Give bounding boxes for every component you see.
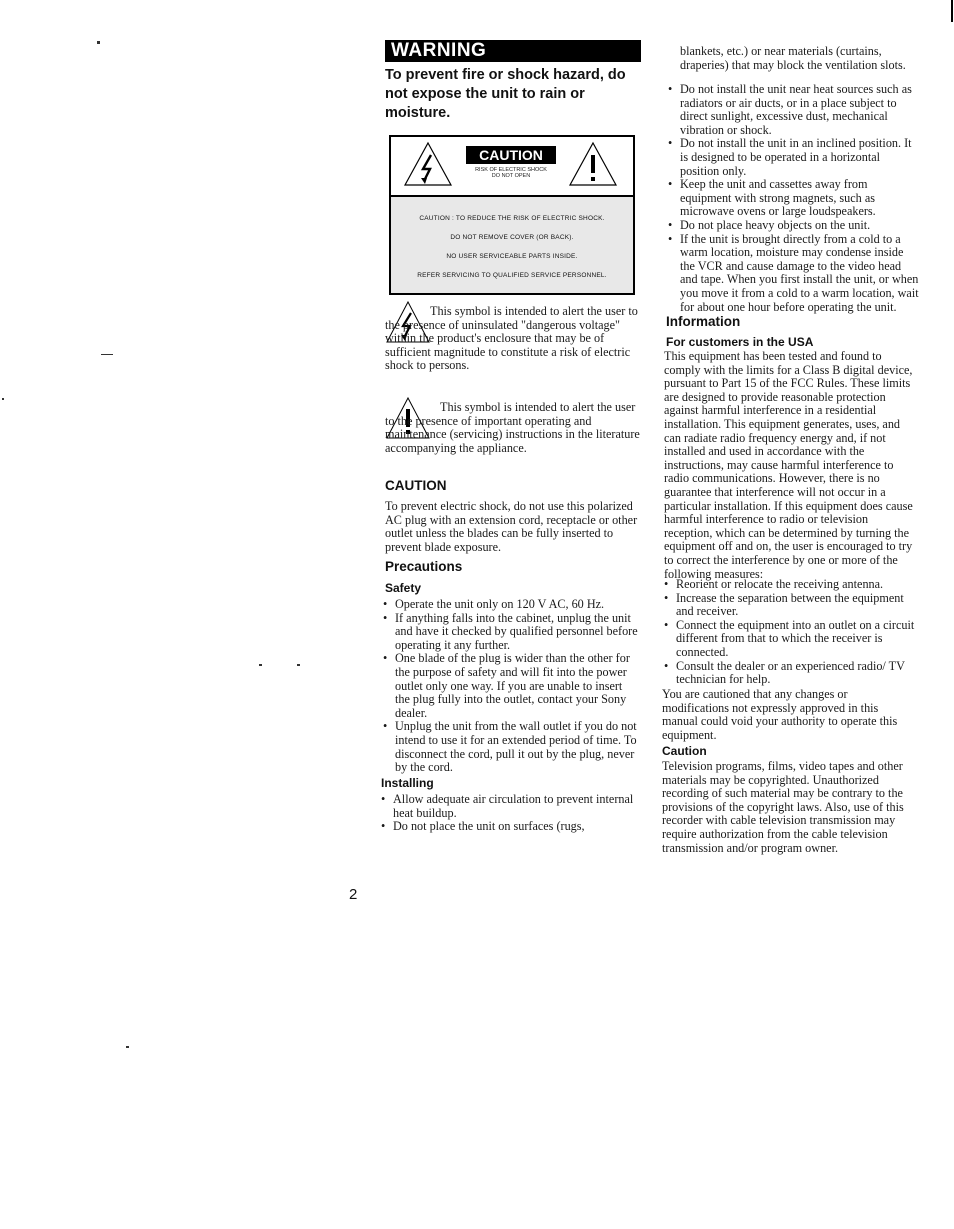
list-item: • Keep the unit and cassettes away from equipment with strong magnets, such as microwave ovens or large loudspeakers. [668,178,920,219]
list-item: • Do not install the unit in an inclined position. It is designed to be operated in a horizontal position only. [668,137,920,178]
caution-label-box [389,135,635,295]
list-item: • Do not place the unit on surfaces (rugs, [381,820,636,834]
instructions-symbol-description: This symbol is intended to alert the user to the presence of important operating and maintenance (servicing) instructions in the literature accompanying the appliance. [385,400,640,455]
list-item: • If the unit is brought directly from a cold to a warm location, moisture may condense inside the VCR and cause damage to the video head and tape. When you first install the unit, or when you move it from a cold to a warm location, wait for about one hour before operating the unit. [668,233,920,315]
warning-heading: To prevent fire or shock hazard, do not expose the unit to rain or moisture. [385,67,626,121]
information-heading: Information [666,314,741,329]
list-item: • Do not install the unit near heat sources such as radiators or air ducts, or in a place subject to direct sunlight, excessive dust, mechanical vibration or shock. [668,83,920,137]
caution-heading: CAUTION [385,478,447,493]
usa-text: This equipment has been tested and found to comply with the limits for a Class B digital device, pursuant to Part 15 of the FCC Rules. These limits are designed to provide reasonable protection against harmful interference in a residential installation. This equipment generates, uses, and can radiate radio frequency energy and, if not installed and used in accordance with the instructions, may cause harmful interference to radio communications. However, there is no guarantee that interference will not occur in a particular installation. If this equipment does cause harmful interference to radio or television reception, which can be determined by turning the equipment off and on, the user is encouraged to try to correct the interference by one or more of the following measures: [664,349,913,581]
installing-continued-list [668,83,920,314]
caution-risk-line-1: RISK OF ELECTRIC SHOCK [475,167,547,173]
copyright-caution-text: Television programs, films, video tapes and other materials may be copyrighted. Unauthorized recording of such material may be contrary to the provisions of the copyright laws. Also, use of this recorder with cable television transmission may require authorization from the cable television transmission and/or program owner. [662,759,904,855]
voltage-symbol-description: This symbol is intended to alert the user to the presence of uninsulated "dangerous voltage" within the product's enclosure that may be of sufficient magnitude to constitute a risk of electric shock to persons. [385,304,638,373]
caution-label-line-1: CAUTION : TO REDUCE THE RISK OF ELECTRIC SHOCK. [419,215,605,222]
scan-speck [2,398,4,400]
scan-edge-mark [951,0,953,22]
list-item: • Unplug the unit from the wall outlet if you do not intend to use it for an extended period of time. To disconnect the cord, pull it out by the plug, never by the cord. [383,720,638,774]
list-item: • Increase the separation between the equipment and receiver. [664,592,916,619]
safety-list [383,598,638,775]
installing-continued-text: blankets, etc.) or near materials (curtains, draperies) that may block the ventilation slots. [680,44,906,72]
list-item: • Do not place heavy objects on the unit. [668,219,920,233]
caution-title-bar [466,146,556,164]
caution-label-line-4: REFER SERVICING TO QUALIFIED SERVICE PERSONNEL. [417,272,607,279]
caution-label-top [391,137,633,193]
installing-list [381,793,636,834]
usa-heading: For customers in the USA [666,335,814,349]
scan-speck [97,41,100,44]
caution-label-line-2: DO NOT REMOVE COVER (OR BACK). [450,234,574,241]
list-item: • Connect the equipment into an outlet on a circuit different from that to which the receiver is connected. [664,619,916,660]
list-item: • Reorient or relocate the receiving antenna. [664,578,916,592]
caution-text: To prevent electric shock, do not use this polarized AC plug with an extension cord, receptacle or other outlet unless the blades can be fully inserted to prevent blade exposure. [385,499,638,554]
precautions-heading: Precautions [385,559,463,574]
list-item: • If anything falls into the cabinet, unplug the unit and have it checked by qualified personnel before operating it any further. [383,612,638,653]
measures-list [664,578,916,687]
caution-title: CAUTION [479,147,543,163]
scan-speck [259,664,262,666]
caution-risk-line-2: DO NOT OPEN [491,173,531,179]
list-item: • Operate the unit only on 120 V AC, 60 Hz. [383,598,638,612]
caution-label-line-3: NO USER SERVICEABLE PARTS INSIDE. [446,253,578,260]
changes-text: You are cautioned that any changes or modifications not expressly approved in this manual could void your authority to operate this equipment. [662,687,898,742]
safety-heading: Safety [385,581,422,595]
installing-heading: Installing [381,776,434,790]
list-item: • Consult the dealer or an experienced radio/ TV technician for help. [664,660,916,687]
list-item: • Allow adequate air circulation to prevent internal heat buildup. [381,793,636,820]
caution-label-text-area [391,195,633,293]
electric-shock-warning-icon [403,141,453,187]
exclamation-warning-icon [568,141,618,187]
warning-banner [385,40,641,62]
scan-speck [126,1046,129,1048]
scan-speck [101,354,113,355]
list-item: • One blade of the plug is wider than the other for the purpose of safety and will fit into the power outlet only one way. If you are unable to insert the plug fully into the outlet, contact your Sony dealer. [383,652,638,720]
warning-label: WARNING [391,40,487,61]
page-number: 2 [349,886,358,903]
caution-sub-heading: Caution [662,744,707,758]
scan-speck [297,664,300,666]
caution-risk-text [466,167,556,179]
